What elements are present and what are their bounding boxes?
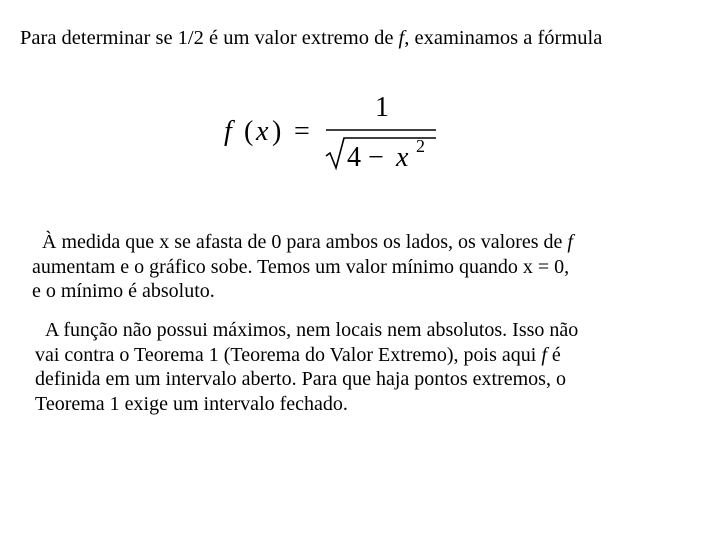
paragraph1-line3: e o mínimo é absoluto. <box>32 280 215 302</box>
intro-sentence <box>20 26 710 50</box>
formula-graphic <box>220 88 450 178</box>
formula-numerator: 1 <box>375 92 389 123</box>
paragraph2-line4: Teorema 1 exige um intervalo fechado. <box>35 392 348 415</box>
paragraph2-line3: definida em um intervalo aberto. Para que haja pontos extremos, o <box>35 368 566 390</box>
formula-lhs-x: x <box>256 116 269 147</box>
formula-lhs-paren-close: ) <box>272 116 282 147</box>
intro-text-end: , examinamos a fórmula <box>404 27 603 49</box>
formula-lhs-paren-open: ( <box>244 116 254 147</box>
formula-radicand-minus: − <box>368 142 384 173</box>
paragraph2-function-symbol: f <box>541 343 547 366</box>
formula <box>220 88 450 178</box>
intro-function-symbol: f <box>398 27 405 49</box>
paragraph2-line1: A função não possui máximos, nem locais nem absolutos. Isso não <box>45 319 579 341</box>
paragraph-no-maximum <box>35 318 707 416</box>
intro-text-start: Para determinar se 1/2 é um valor extremo de <box>20 27 399 49</box>
paragraph2-line2-end: é <box>546 343 561 366</box>
formula-radicand-var: x <box>396 142 409 173</box>
paragraph2-line2-text: vai contra o Teorema 1 (Teorema do Valor Extremo), pois aqui <box>35 343 542 366</box>
paragraph1-line2: aumentam e o gráfico sobe. Temos um valor mínimo quando x = 0, <box>32 255 570 278</box>
formula-radicand-exp: 2 <box>416 136 425 156</box>
formula-lhs-f: f <box>224 116 232 147</box>
paragraph1-line1 <box>32 230 704 255</box>
paragraph-minimum <box>32 230 704 304</box>
paragraph2-line2 <box>35 343 707 368</box>
formula-equals: = <box>294 116 310 147</box>
formula-radicand-const: 4 <box>347 142 361 173</box>
paragraph1-function-symbol: f <box>567 231 573 253</box>
paragraph1-line1-text: À medida que x se afasta de 0 para ambos os lados, os valores de <box>42 231 568 253</box>
